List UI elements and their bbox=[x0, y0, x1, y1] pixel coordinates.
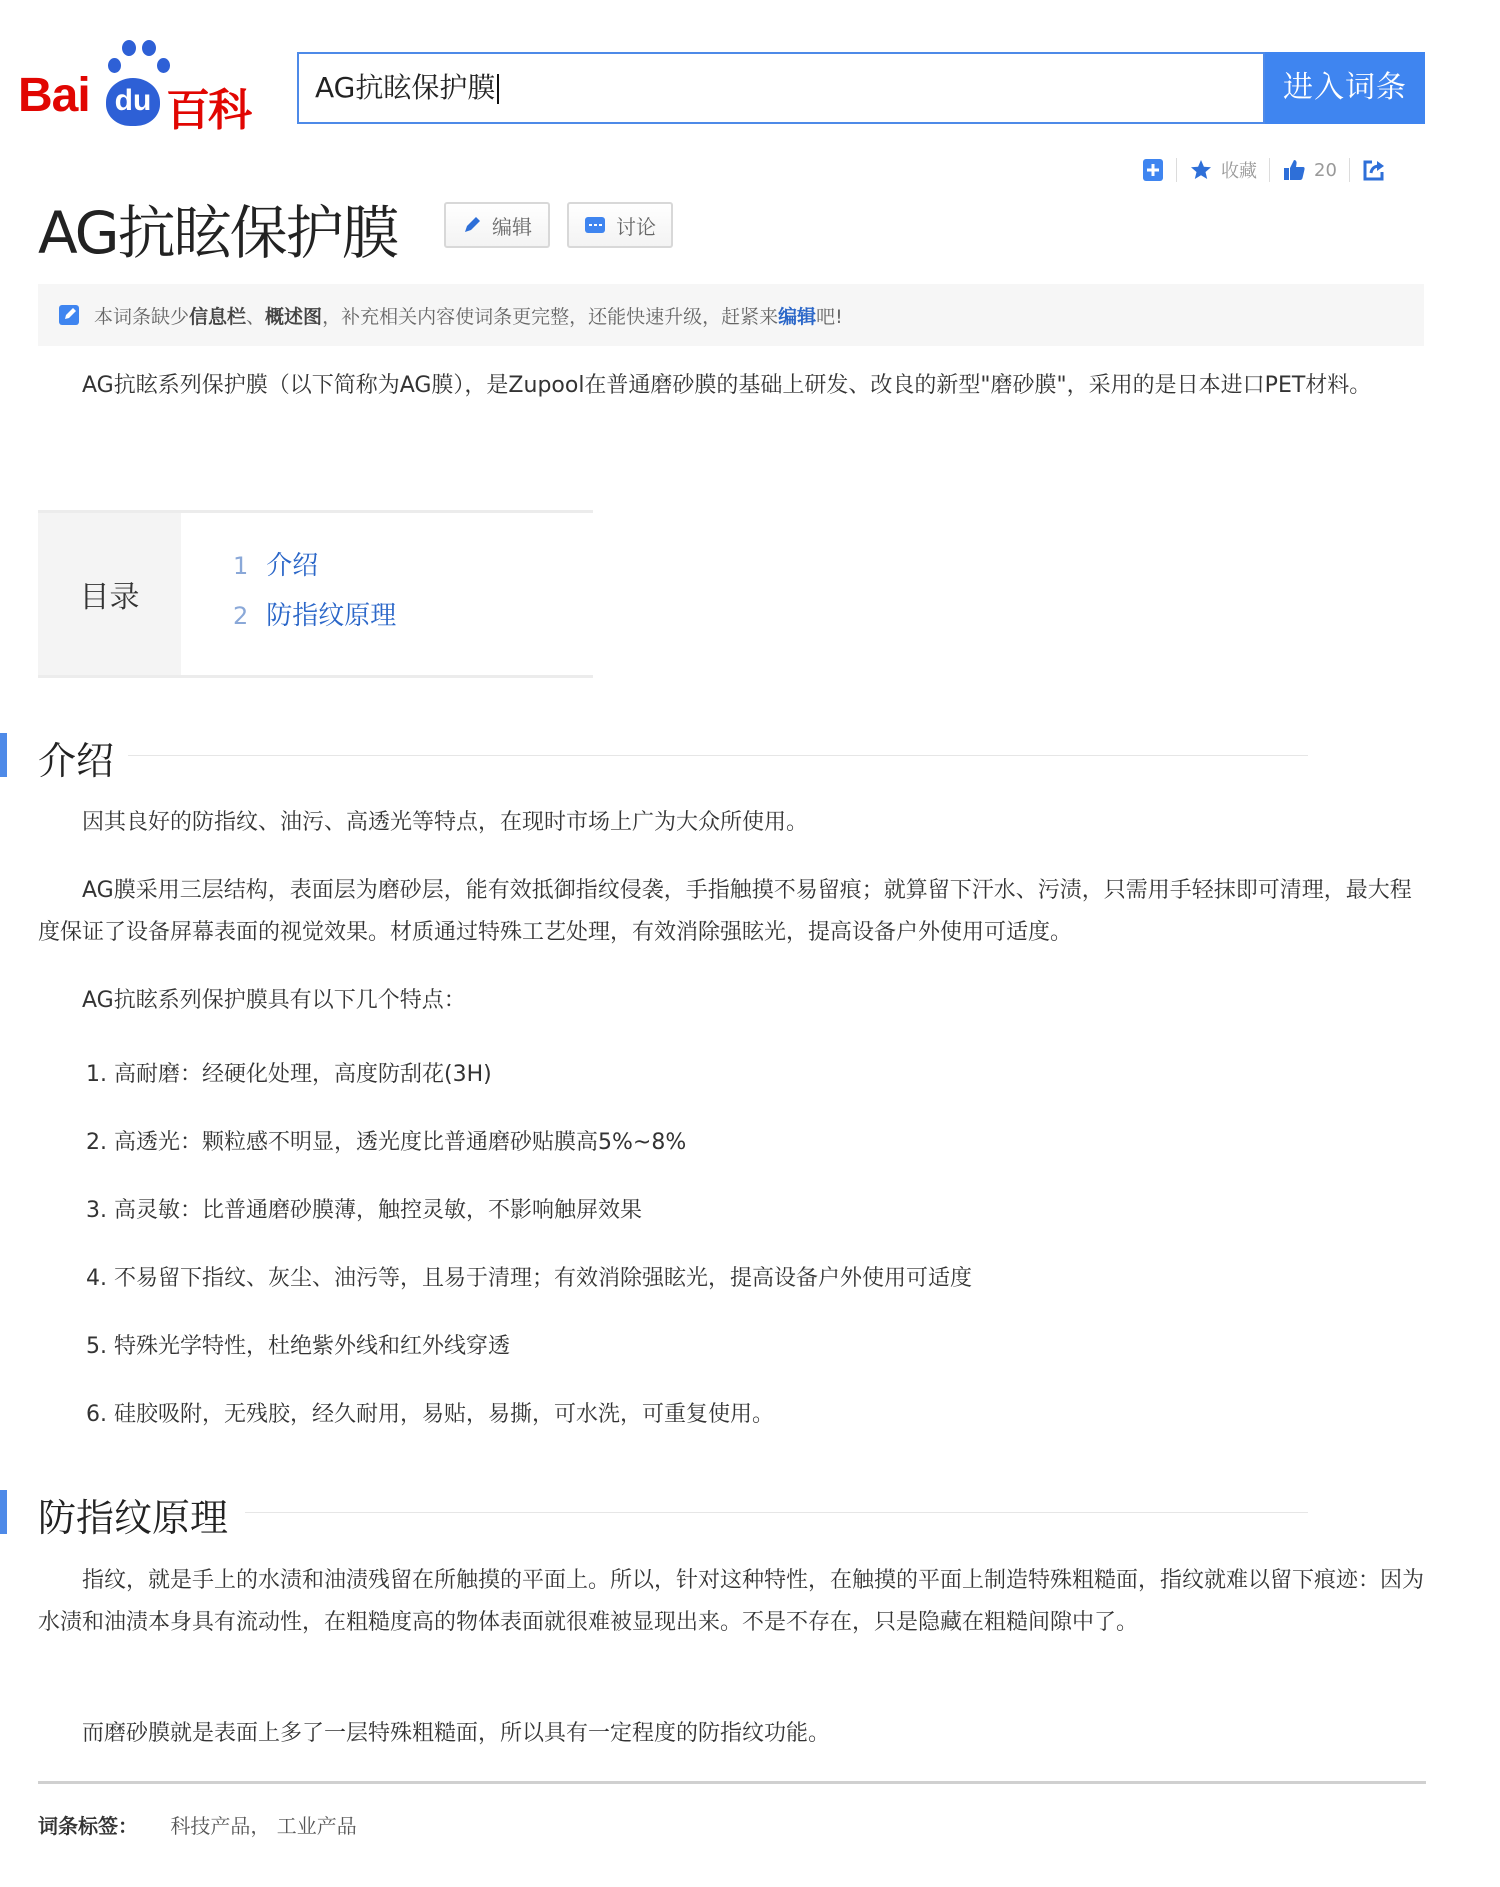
toc-item-anti-fingerprint[interactable] bbox=[233, 595, 396, 632]
section-marker bbox=[0, 733, 7, 777]
section-marker bbox=[0, 1490, 7, 1534]
toc-item-label: 防指纹原理 bbox=[266, 601, 397, 631]
section-title-intro: 介绍 bbox=[38, 739, 115, 783]
add-entry-button[interactable] bbox=[1142, 158, 1164, 182]
feature-item: 1. 高耐磨：经硬化处理，高度防刮花(3H) bbox=[86, 1062, 492, 1087]
text-caret bbox=[497, 74, 499, 104]
principle-paragraph: 而磨砂膜就是表面上多了一层特殊粗糙面，所以具有一定程度的防指纹功能。 bbox=[82, 1721, 831, 1746]
paw-toe-icon bbox=[122, 40, 136, 56]
section-divider bbox=[245, 1512, 1308, 1513]
toolbar-divider bbox=[1349, 158, 1350, 182]
toc-item-label: 介绍 bbox=[266, 551, 319, 581]
toc-item-number: 1 bbox=[233, 552, 249, 580]
feature-item: 5. 特殊光学特性，杜绝紫外线和红外线穿透 bbox=[86, 1334, 510, 1359]
toc-item-intro[interactable] bbox=[233, 545, 318, 582]
edit-button[interactable] bbox=[444, 202, 550, 248]
paw-toe-icon bbox=[108, 58, 121, 73]
feature-item: 4. 不易留下指纹、灰尘、油污等，且易于清理；有效消除强眩光，提高设备户外使用可适度 bbox=[86, 1266, 972, 1291]
search-box[interactable] bbox=[297, 52, 1265, 124]
toc-label: 目录 bbox=[38, 513, 181, 675]
notice-middle: ，补充相关内容使词条更完整，还能快速升级，赶紧来 bbox=[322, 305, 779, 328]
notice-prefix: 本词条缺少 bbox=[94, 305, 190, 328]
logo-du-badge: du bbox=[106, 78, 160, 126]
like-button[interactable] bbox=[1282, 158, 1337, 182]
favorite-button[interactable] bbox=[1189, 157, 1257, 183]
tag-link[interactable]: 科技产品， bbox=[170, 1814, 271, 1838]
missing-overview-image: 概述图 bbox=[265, 305, 323, 328]
logo-bai-text: Bai bbox=[18, 69, 90, 122]
notice-sep: 、 bbox=[246, 305, 266, 328]
page-title: AG抗眩保护膜 bbox=[38, 199, 398, 267]
notice-suffix: 吧! bbox=[816, 305, 843, 328]
search-input[interactable] bbox=[315, 54, 1245, 122]
intro-paragraph: AG膜采用三层结构，表面层为磨砂层，能有效抵御指纹侵袭，手指触摸不易留痕；就算留下汗水、污渍，只需用手轻抹即可清理，最大程度保证了设备屏幕表面的视觉效果。材质通过特殊工艺处理，有效消除强眩光，提高设备户外使用可适度。 bbox=[38, 878, 1412, 945]
like-count: 20 bbox=[1314, 159, 1337, 181]
toolbar-divider bbox=[1176, 158, 1177, 182]
table-of-contents bbox=[38, 510, 593, 678]
section-title-anti-fingerprint: 防指纹原理 bbox=[38, 1496, 229, 1540]
baidu-baike-logo[interactable] bbox=[18, 38, 268, 136]
toolbar-divider bbox=[1269, 158, 1270, 182]
tag-link[interactable]: 工业产品 bbox=[276, 1814, 357, 1838]
edit-note-icon bbox=[58, 303, 82, 327]
share-icon bbox=[1362, 158, 1386, 182]
feature-item: 6. 硅胶吸附，无残胶，经久耐用，易贴，易撕，可水洗，可重复使用。 bbox=[86, 1402, 774, 1427]
discuss-button[interactable] bbox=[567, 202, 673, 248]
chat-bubble-icon bbox=[584, 216, 606, 234]
content-divider bbox=[38, 1781, 1426, 1784]
discuss-label: 讨论 bbox=[616, 214, 656, 239]
favorite-label: 收藏 bbox=[1221, 161, 1257, 182]
notice-edit-link[interactable]: 编辑 bbox=[778, 305, 817, 328]
search-input-value: AG抗眩保护膜 bbox=[315, 71, 496, 104]
principle-paragraph: 指纹，就是手上的水渍和油渍残留在所触摸的平面上。所以，针对这种特性，在触摸的平面上制造特殊粗糙面，指纹就难以留下痕迹：因为水渍和油渍本身具有流动性，在粗糙度高的物体表面就很难被显现出来。不是不存在，只是隐藏在粗糙间隙中了。 bbox=[38, 1568, 1425, 1635]
summary-paragraph: AG抗眩系列保护膜（以下简称为AG膜），是Zupool在普通磨砂膜的基础上研发、改良的新型"磨砂膜"，采用的是日本进口PET材料。 bbox=[82, 373, 1372, 398]
section-divider bbox=[128, 755, 1308, 756]
tags-label: 词条标签： bbox=[38, 1814, 138, 1838]
add-document-icon bbox=[1142, 158, 1164, 182]
logo-baike-text: 百科 bbox=[166, 85, 250, 136]
paw-toe-icon bbox=[142, 40, 156, 56]
edit-label: 编辑 bbox=[492, 214, 532, 239]
toc-item-number: 2 bbox=[233, 602, 249, 630]
star-icon bbox=[1189, 158, 1213, 182]
incomplete-entry-notice bbox=[38, 284, 1424, 346]
entry-tags bbox=[38, 1810, 357, 1839]
intro-paragraph: 因其良好的防指纹、油污、高透光等特点，在现时市场上广为大众所使用。 bbox=[82, 810, 809, 835]
feature-item: 3. 高灵敏：比普通磨砂膜薄，触控灵敏，不影响触屏效果 bbox=[86, 1198, 642, 1223]
pencil-icon bbox=[462, 215, 482, 235]
missing-infobox: 信息栏 bbox=[189, 305, 247, 328]
thumbs-up-icon bbox=[1282, 158, 1306, 182]
feature-item: 2. 高透光：颗粒感不明显，透光度比普通磨砂贴膜高5%~8% bbox=[86, 1130, 687, 1155]
entry-toolbar bbox=[1142, 152, 1386, 188]
enter-entry-button[interactable]: 进入词条 bbox=[1265, 52, 1425, 124]
share-button[interactable] bbox=[1362, 158, 1386, 182]
paw-toe-icon bbox=[157, 58, 170, 73]
intro-paragraph: AG抗眩系列保护膜具有以下几个特点： bbox=[82, 988, 466, 1013]
